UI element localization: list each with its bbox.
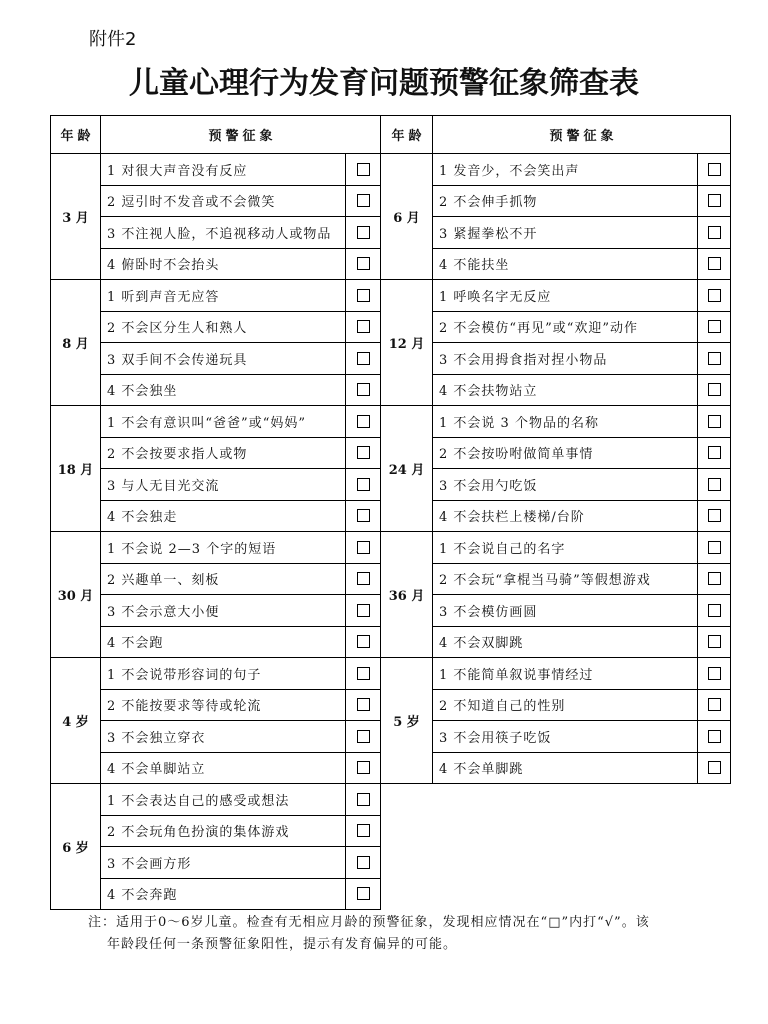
checkbox[interactable] xyxy=(357,289,370,302)
warning-sign-item: 2 兴趣单一、刻板 xyxy=(101,563,346,595)
warning-sign-item: 1 不能简单叙说事情经过 xyxy=(433,658,698,690)
checkbox-cell xyxy=(346,752,381,784)
checkbox[interactable] xyxy=(357,761,370,774)
checkbox-cell xyxy=(698,374,731,406)
warning-sign-item: 3 双手间不会传递玩具 xyxy=(101,343,346,375)
checkbox-cell xyxy=(346,847,381,879)
checkbox-cell xyxy=(346,658,381,690)
table-row xyxy=(51,658,731,690)
warning-sign-item: 3 与人无目光交流 xyxy=(101,469,346,501)
checkbox-cell xyxy=(346,406,381,438)
screening-table xyxy=(50,115,731,910)
table-wrapper xyxy=(50,115,730,956)
checkbox-cell xyxy=(698,437,731,469)
checkbox[interactable] xyxy=(708,667,721,680)
checkbox[interactable] xyxy=(708,478,721,491)
checkbox[interactable] xyxy=(357,824,370,837)
warning-sign-item: 2 逗引时不发音或不会微笑 xyxy=(101,185,346,217)
warning-sign-item: 1 不会表达自己的感受或想法 xyxy=(101,784,346,816)
warning-sign-item: 1 不会说 2—3 个字的短语 xyxy=(101,532,346,564)
checkbox[interactable] xyxy=(357,320,370,333)
checkbox[interactable] xyxy=(708,415,721,428)
checkbox[interactable] xyxy=(708,289,721,302)
table-row xyxy=(51,532,731,564)
checkbox-cell xyxy=(346,532,381,564)
age-cell: 36 月 xyxy=(381,532,433,658)
header-signs-left: 预警征象 xyxy=(101,116,381,154)
checkbox[interactable] xyxy=(357,478,370,491)
checkbox[interactable] xyxy=(357,572,370,585)
checkbox[interactable] xyxy=(357,226,370,239)
footnote-line: 年龄段任何一条预警征象阳性，提示有发育偏异的可能。 xyxy=(107,937,458,952)
checkbox[interactable] xyxy=(708,761,721,774)
warning-sign-item: 3 不会用拇食指对捏小物品 xyxy=(433,343,698,375)
warning-sign-item: 1 呼唤名字无反应 xyxy=(433,280,698,312)
warning-sign-item: 4 不会扶栏上楼梯/台阶 xyxy=(433,500,698,532)
checkbox-cell xyxy=(698,280,731,312)
checkbox-cell xyxy=(346,185,381,217)
checkbox[interactable] xyxy=(357,667,370,680)
checkbox-cell xyxy=(346,500,381,532)
warning-sign-item: 4 不会独坐 xyxy=(101,374,346,406)
checkbox[interactable] xyxy=(708,604,721,617)
checkbox[interactable] xyxy=(708,541,721,554)
checkbox[interactable] xyxy=(357,635,370,648)
checkbox-cell xyxy=(698,343,731,375)
checkbox-cell xyxy=(698,217,731,249)
table-row xyxy=(51,784,731,816)
checkbox[interactable] xyxy=(708,383,721,396)
checkbox[interactable] xyxy=(357,509,370,522)
checkbox-cell xyxy=(698,689,731,721)
checkbox-cell xyxy=(346,311,381,343)
warning-sign-item: 3 紧握拳松不开 xyxy=(433,217,698,249)
checkbox-cell xyxy=(346,784,381,816)
checkbox-cell xyxy=(346,595,381,627)
checkbox[interactable] xyxy=(357,383,370,396)
warning-sign-item: 4 不会独走 xyxy=(101,500,346,532)
warning-sign-item: 3 不会用筷子吃饭 xyxy=(433,721,698,753)
warning-sign-item: 1 发音少，不会笑出声 xyxy=(433,154,698,186)
warning-sign-item: 4 不会奔跑 xyxy=(101,878,346,910)
checkbox[interactable] xyxy=(357,352,370,365)
warning-sign-item: 4 不能扶坐 xyxy=(433,248,698,280)
checkbox-cell xyxy=(346,343,381,375)
checkbox[interactable] xyxy=(708,352,721,365)
checkbox-cell xyxy=(346,689,381,721)
checkbox[interactable] xyxy=(357,887,370,900)
warning-sign-item: 1 对很大声音没有反应 xyxy=(101,154,346,186)
age-cell: 6 岁 xyxy=(51,784,101,910)
warning-sign-item: 3 不会示意大小便 xyxy=(101,595,346,627)
age-cell: 5 岁 xyxy=(381,658,433,784)
checkbox-cell xyxy=(346,469,381,501)
checkbox-cell xyxy=(698,311,731,343)
header-age-right: 年龄 xyxy=(381,116,433,154)
empty-area xyxy=(381,784,731,910)
warning-sign-item: 1 听到声音无应答 xyxy=(101,280,346,312)
checkbox[interactable] xyxy=(708,446,721,459)
warning-sign-item: 2 不会玩角色扮演的集体游戏 xyxy=(101,815,346,847)
checkbox-cell xyxy=(346,437,381,469)
footnote xyxy=(88,912,730,956)
checkbox[interactable] xyxy=(357,446,370,459)
warning-sign-item: 2 不知道自己的性别 xyxy=(433,689,698,721)
checkbox[interactable] xyxy=(708,698,721,711)
age-cell: 24 月 xyxy=(381,406,433,532)
checkbox-cell xyxy=(698,248,731,280)
checkbox-cell xyxy=(698,721,731,753)
warning-sign-item: 1 不会说 3 个物品的名称 xyxy=(433,406,698,438)
checkbox-cell xyxy=(698,154,731,186)
checkbox-cell xyxy=(698,406,731,438)
checkbox-cell xyxy=(346,154,381,186)
age-cell: 3 月 xyxy=(51,154,101,280)
checkbox-cell xyxy=(698,752,731,784)
checkbox[interactable] xyxy=(357,856,370,869)
checkbox[interactable] xyxy=(357,698,370,711)
checkbox[interactable] xyxy=(357,793,370,806)
checkbox[interactable] xyxy=(357,163,370,176)
document-title: 儿童心理行为发育问题预警征象筛查表 xyxy=(129,66,639,101)
checkbox-cell xyxy=(346,280,381,312)
age-cell: 8 月 xyxy=(51,280,101,406)
checkbox[interactable] xyxy=(357,604,370,617)
checkbox-cell xyxy=(698,185,731,217)
checkbox[interactable] xyxy=(708,635,721,648)
checkbox[interactable] xyxy=(708,320,721,333)
warning-sign-item: 2 不能按要求等待或轮流 xyxy=(101,689,346,721)
checkbox[interactable] xyxy=(357,730,370,743)
warning-sign-item: 2 不会模仿“再见”或“欢迎”动作 xyxy=(433,311,698,343)
age-cell: 4 岁 xyxy=(51,658,101,784)
table-header-row xyxy=(51,116,731,154)
checkbox-cell xyxy=(346,815,381,847)
checkbox-cell xyxy=(698,532,731,564)
warning-sign-item: 3 不会模仿画圆 xyxy=(433,595,698,627)
warning-sign-item: 1 不会说自己的名字 xyxy=(433,532,698,564)
checkbox[interactable] xyxy=(357,541,370,554)
checkbox[interactable] xyxy=(357,194,370,207)
checkbox[interactable] xyxy=(708,572,721,585)
checkbox-cell xyxy=(346,217,381,249)
checkbox-cell xyxy=(698,563,731,595)
warning-sign-item: 4 俯卧时不会抬头 xyxy=(101,248,346,280)
warning-sign-item: 4 不会双脚跳 xyxy=(433,626,698,658)
checkbox-cell xyxy=(698,500,731,532)
warning-sign-item: 4 不会扶物站立 xyxy=(433,374,698,406)
checkbox-cell xyxy=(346,626,381,658)
checkbox-cell xyxy=(698,469,731,501)
checkbox[interactable] xyxy=(708,257,721,270)
checkbox-cell xyxy=(698,626,731,658)
attachment-label: 附件2 xyxy=(89,29,137,50)
checkbox[interactable] xyxy=(357,257,370,270)
checkbox[interactable] xyxy=(708,730,721,743)
checkbox[interactable] xyxy=(708,226,721,239)
age-cell: 6 月 xyxy=(381,154,433,280)
table-row xyxy=(51,406,731,438)
warning-sign-item: 3 不会用勺吃饭 xyxy=(433,469,698,501)
warning-sign-item: 4 不会单脚站立 xyxy=(101,752,346,784)
checkbox-cell xyxy=(346,721,381,753)
header-signs-right: 预警征象 xyxy=(433,116,731,154)
checkbox-cell xyxy=(346,248,381,280)
age-cell: 30 月 xyxy=(51,532,101,658)
checkbox-cell xyxy=(346,563,381,595)
warning-sign-item: 4 不会跑 xyxy=(101,626,346,658)
warning-sign-item: 3 不会独立穿衣 xyxy=(101,721,346,753)
checkbox-cell xyxy=(698,658,731,690)
checkbox[interactable] xyxy=(708,194,721,207)
warning-sign-item: 2 不会按吩咐做简单事情 xyxy=(433,437,698,469)
table-row xyxy=(51,280,731,312)
header-age-left: 年龄 xyxy=(51,116,101,154)
warning-sign-item: 2 不会伸手抓物 xyxy=(433,185,698,217)
checkbox-cell xyxy=(346,374,381,406)
table-row xyxy=(51,154,731,186)
age-cell: 12 月 xyxy=(381,280,433,406)
checkbox[interactable] xyxy=(708,163,721,176)
warning-sign-item: 2 不会区分生人和熟人 xyxy=(101,311,346,343)
checkbox-cell xyxy=(698,595,731,627)
warning-sign-item: 1 不会有意识叫“爸爸”或“妈妈” xyxy=(101,406,346,438)
footnote-line: 注：适用于0～6岁儿童。检查有无相应月龄的预警征象，发现相应情况在“□”内打“√”。该 xyxy=(88,915,650,930)
warning-sign-item: 4 不会单脚跳 xyxy=(433,752,698,784)
checkbox[interactable] xyxy=(357,415,370,428)
checkbox-cell xyxy=(346,878,381,910)
warning-sign-item: 2 不会玩“拿棍当马骑”等假想游戏 xyxy=(433,563,698,595)
warning-sign-item: 1 不会说带形容词的句子 xyxy=(101,658,346,690)
warning-sign-item: 3 不注视人脸，不追视移动人或物品 xyxy=(101,217,346,249)
warning-sign-item: 3 不会画方形 xyxy=(101,847,346,879)
age-cell: 18 月 xyxy=(51,406,101,532)
warning-sign-item: 2 不会按要求指人或物 xyxy=(101,437,346,469)
checkbox[interactable] xyxy=(708,509,721,522)
